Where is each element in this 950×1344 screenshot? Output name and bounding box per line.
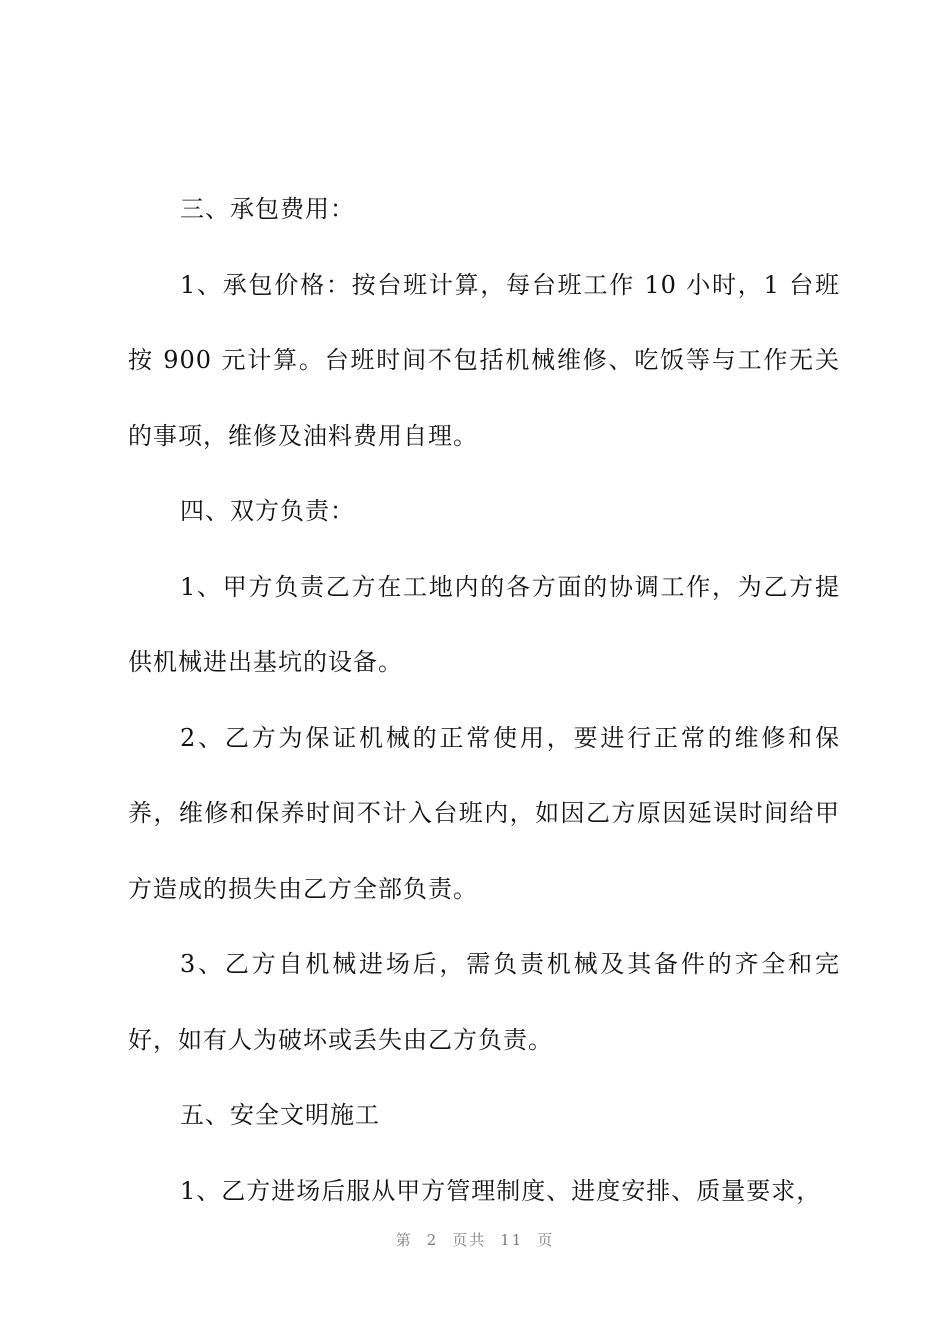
footer-current-page: 2 — [426, 1231, 439, 1249]
footer-suffix: 页 — [537, 1231, 555, 1249]
page-footer — [0, 1229, 950, 1250]
footer-total-pages: 11 — [500, 1231, 524, 1249]
document-body — [128, 172, 840, 1229]
paragraph-party-a-duty: 1、甲方负责乙方在工地内的各方面的协调工作，为乙方提供机械进出基坑的设备。 — [128, 572, 840, 676]
section-heading-fees: 三、承包费用： — [180, 195, 355, 223]
footer-prefix: 第 — [395, 1231, 413, 1249]
footer-middle: 页共 — [452, 1231, 487, 1249]
paragraph-maintenance: 2、乙方为保证机械的正常使用，要进行正常的维修和保养，维修和保养时间不计入台班内，如因乙方原因延误时间给甲方造成的损失由乙方全部负责。 — [128, 723, 840, 903]
paragraph-management-rules: 1、乙方进场后服从甲方管理制度、进度安排、质量要求， — [180, 1176, 822, 1205]
section-heading-responsibilities: 四、双方负责： — [180, 497, 355, 525]
paragraph-contract-price: 1、承包价格：按台班计算，每台班工作 10 小时，1 台班按 900 元计算。台班时间不包括机械维修、吃饭等与工作无关的事项，维修及油料费用自理。 — [128, 270, 840, 450]
section-heading-safety: 五、安全文明施工 — [180, 1101, 380, 1129]
paragraph-equipment-care: 3、乙方自机械进场后，需负责机械及其备件的齐全和完好，如有人为破坏或丢失由乙方负责。 — [128, 950, 840, 1054]
